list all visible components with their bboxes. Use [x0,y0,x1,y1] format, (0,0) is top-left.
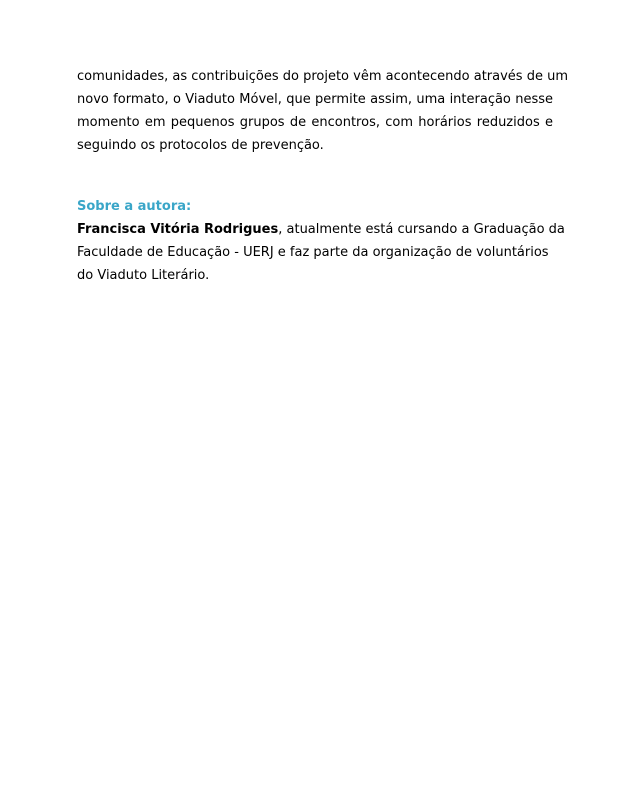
author-name: Francisca Vitória Rodrigues [77,222,279,237]
intro-line: comunidades, as contribuições do projeto vêm acontecendo através de um [77,69,568,84]
intro-line: seguindo os protocolos de prevenção. [77,138,324,153]
author-bio [77,218,565,287]
bio-text: , atualmente está cursando a Graduação da [278,222,565,237]
intro-line: novo formato, o Viaduto Móvel, que permite assim, uma interação nesse [77,92,553,107]
bio-line: do Viaduto Literário. [77,268,210,283]
document-body [77,65,568,287]
section-heading-about-author: Sobre a autora: [77,199,192,214]
bio-line: Faculdade de Educação - UERJ e faz parte da organização de voluntários [77,245,549,260]
intro-line: momento em pequenos grupos de encontros, com horários reduzidos e [77,115,553,130]
bio-line [77,218,565,241]
intro-paragraph [77,65,568,157]
